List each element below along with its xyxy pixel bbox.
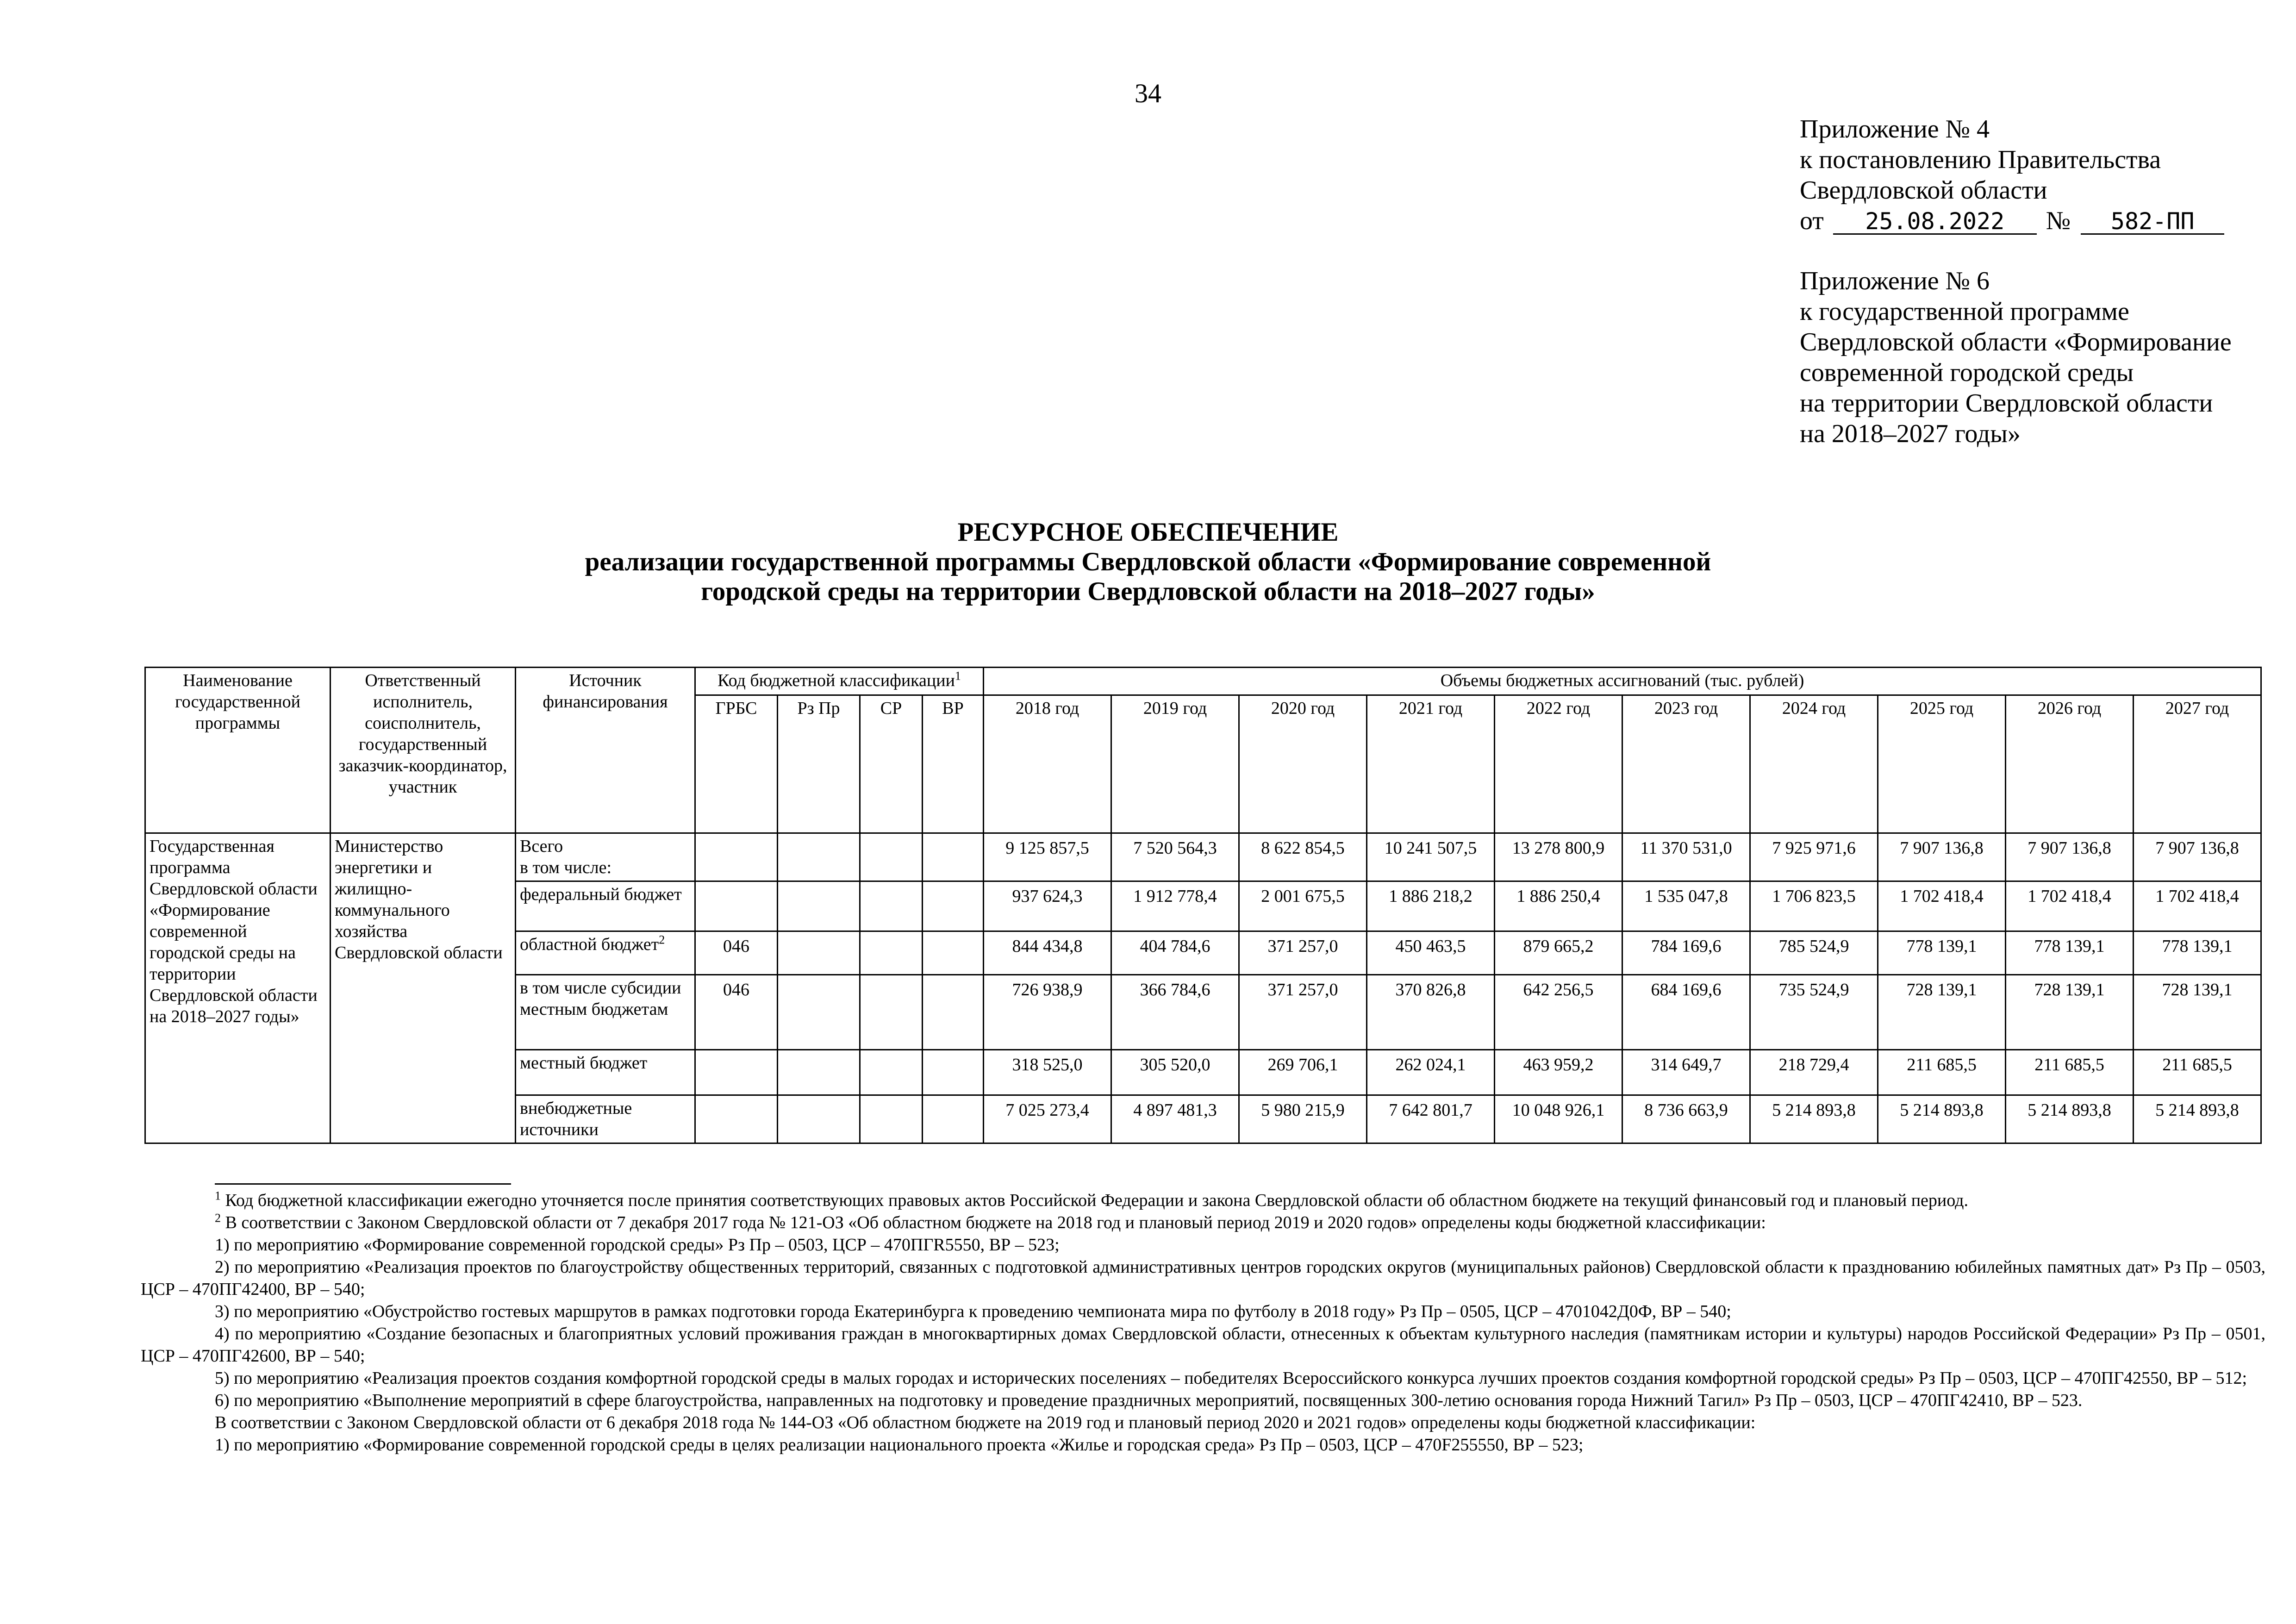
rzpr-cell (778, 931, 860, 975)
date-prefix: от (1800, 206, 1824, 235)
value-cell: 305 520,0 (1111, 1050, 1239, 1095)
value-cell: 370 826,8 (1367, 975, 1495, 1050)
value-cell: 211 685,5 (2006, 1050, 2134, 1095)
footnote (141, 1367, 2265, 1389)
grbs-cell: 046 (695, 931, 778, 975)
value-cell: 13 278 800,9 (1495, 833, 1622, 881)
document-title (0, 518, 2296, 606)
appendix-program (1800, 266, 2232, 449)
value-cell: 1 535 047,8 (1622, 881, 1750, 931)
executor-cell: Министерство энергетики и жилищно-коммунального хозяйства Свердловской области (331, 833, 516, 1143)
footnote (141, 1234, 2265, 1256)
header-sr: СР (860, 695, 923, 833)
footnote (141, 1434, 2265, 1456)
value-cell: 366 784,6 (1111, 975, 1239, 1050)
footnote (141, 1256, 2265, 1300)
value-cell: 7 642 801,7 (1367, 1095, 1495, 1143)
title-line: реализации государственной программы Свердловской области «Формирование современной (585, 547, 1711, 576)
source-cell (516, 833, 695, 881)
value-cell: 211 685,5 (2134, 1050, 2261, 1095)
header-year: 2022 год (1495, 695, 1622, 833)
header-source: Источник финансирования (516, 668, 695, 833)
footnote (141, 1389, 2265, 1412)
rzpr-cell (778, 833, 860, 881)
appendix-line: Приложение № 4 (1800, 115, 1990, 144)
source-cell (516, 975, 695, 1050)
sr-cell (860, 881, 923, 931)
sr-cell (860, 975, 923, 1050)
value-cell: 7 907 136,8 (2006, 833, 2134, 881)
sr-cell (860, 931, 923, 975)
footnote-text: 4) по мероприятию «Создание безопасных и благоприятных условий проживания граждан в многоквартирных домах Свердловской области, отнесенных к объектам культурного наследия (памятникам истории и культуры) народов Российской Федерации» Рз Пр – 0501, ЦСР – 470ПГ42600, ВР – 540; (141, 1324, 2265, 1366)
value-cell: 463 959,2 (1495, 1050, 1622, 1095)
vr-cell (923, 881, 984, 931)
appendix-resolution (1800, 114, 2224, 236)
value-cell: 1 702 418,4 (2134, 881, 2261, 931)
footnotes (141, 1183, 2265, 1456)
source-cell (516, 1050, 695, 1095)
footnote-marker: 1 (215, 1189, 221, 1203)
footnote-text: В соответствии с Законом Свердловской области от 7 декабря 2017 года № 121-ОЗ «Об областном бюджете на 2018 год и плановый период 2019 и 2020 годов» определены коды бюджетной классификации: (221, 1213, 1766, 1232)
header-year: 2027 год (2134, 695, 2261, 833)
value-cell: 728 139,1 (2134, 975, 2261, 1050)
footnote-text: 6) по мероприятию «Выполнение мероприятий в сфере благоустройства, направленных на подготовку и проведение праздничных мероприятий, посвященных 300-летию основания города Нижний Тагил» Рз Пр – 0503, ЦСР – 470ПГ42410, ВР – 523. (215, 1391, 2083, 1410)
source-label: Всего в том числе: (520, 837, 612, 877)
header-volumes: Объемы бюджетных ассигнований (тыс. рублей) (984, 668, 2261, 695)
appendix-line: на 2018–2027 годы» (1800, 419, 2021, 448)
sr-cell (860, 1050, 923, 1095)
value-cell: 314 649,7 (1622, 1050, 1750, 1095)
value-cell: 8 736 663,9 (1622, 1095, 1750, 1143)
appendix-line: на территории Свердловской области (1800, 389, 2213, 418)
value-cell: 2 001 675,5 (1239, 881, 1367, 931)
value-cell: 7 907 136,8 (2134, 833, 2261, 881)
value-cell: 728 139,1 (1878, 975, 2006, 1050)
value-cell: 5 214 893,8 (2134, 1095, 2261, 1143)
rzpr-cell (778, 881, 860, 931)
value-cell: 844 434,8 (984, 931, 1111, 975)
header-year: 2024 год (1750, 695, 1878, 833)
header-rzpr: Рз Пр (778, 695, 860, 833)
value-cell: 9 125 857,5 (984, 833, 1111, 881)
header-year: 2023 год (1622, 695, 1750, 833)
header-year: 2018 год (984, 695, 1111, 833)
value-cell: 371 257,0 (1239, 931, 1367, 975)
header-program-name: Наименование государственной программы (145, 668, 331, 833)
program-name-cell: Государственная программа Свердловской области «Формирование современной городской среды на территории Свердловской области на 2018–2027 годы» (145, 833, 331, 1143)
appendix-line: современной городской среды (1800, 358, 2134, 387)
value-cell: 784 169,6 (1622, 931, 1750, 975)
value-cell: 318 525,0 (984, 1050, 1111, 1095)
header-kbk (695, 668, 984, 695)
resolution-date: 25.08.2022 (1833, 209, 2037, 235)
vr-cell (923, 931, 984, 975)
footnote-text: 3) по мероприятию «Обустройство гостевых маршрутов в рамках подготовки города Екатеринбурга к проведению чемпионата мира по футболу в 2018 году» Рз Пр – 0505, ЦСР – 4701042Д0Ф, ВР – 540; (215, 1302, 1731, 1321)
value-cell: 1 912 778,4 (1111, 881, 1239, 931)
footnote-text: 1) по мероприятию «Формирование современной городской среды в целях реализации национального проекта «Жилье и городская среда» Рз Пр – 0503, ЦСР – 470F255550, ВР – 523; (215, 1435, 1584, 1455)
grbs-cell: 046 (695, 975, 778, 1050)
source-cell (516, 1095, 695, 1143)
footnote-text: 2) по мероприятию «Реализация проектов по благоустройству общественных территорий, связанных с подготовкой административных центров городских округов (муниципальных районов) Свердловской области к празднованию юбилейных памятных дат» Рз Пр – 0503, ЦСР – 470ПГ42400, ВР – 540; (141, 1257, 2265, 1299)
value-cell: 879 665,2 (1495, 931, 1622, 975)
value-cell: 218 729,4 (1750, 1050, 1878, 1095)
footnote-text: 5) по мероприятию «Реализация проектов создания комфортной городской среды в малых городах и исторических поселениях – победителях Всероссийского конкурса лучших проектов создания комфортной городской среды» Рз Пр – 0503, ЦСР – 470ПГ42550, ВР – 512; (215, 1368, 2247, 1388)
value-cell: 5 980 215,9 (1239, 1095, 1367, 1143)
rzpr-cell (778, 1050, 860, 1095)
sr-cell (860, 1095, 923, 1143)
footnote (141, 1212, 2265, 1234)
grbs-cell (695, 881, 778, 931)
source-cell (516, 931, 695, 975)
header-executor: Ответственный исполнитель, соисполнитель, государственный заказчик-координатор, участник (331, 668, 516, 833)
footnote-ref: 1 (955, 669, 961, 683)
value-cell: 735 524,9 (1750, 975, 1878, 1050)
header-year: 2026 год (2006, 695, 2134, 833)
footnote (141, 1323, 2265, 1367)
table-row (145, 833, 2261, 881)
value-cell: 7 025 273,4 (984, 1095, 1111, 1143)
value-cell: 371 257,0 (1239, 975, 1367, 1050)
vr-cell (923, 1050, 984, 1095)
value-cell: 937 624,3 (984, 881, 1111, 931)
value-cell: 211 685,5 (1878, 1050, 2006, 1095)
grbs-cell (695, 833, 778, 881)
appendix-line: Свердловской области «Формирование (1800, 328, 2232, 356)
header-kbk-label: Код бюджетной классификации (718, 671, 955, 690)
value-cell: 1 886 218,2 (1367, 881, 1495, 931)
title-line: РЕСУРСНОЕ ОБЕСПЕЧЕНИЕ (957, 518, 1339, 547)
footnote-text: Код бюджетной классификации ежегодно уточняется после принятия соответствующих правовых актов Российской Федерации и закона Свердловской области об областном бюджете на текущий финансовый год и плановый период. (221, 1191, 1968, 1210)
footnote-text: 1) по мероприятию «Формирование современной городской среды» Рз Пр – 0503, ЦСР – 470ПГR5550, ВР – 523; (215, 1235, 1060, 1255)
resource-table (144, 667, 2262, 1144)
value-cell: 11 370 531,0 (1622, 833, 1750, 881)
value-cell: 778 139,1 (2134, 931, 2261, 975)
footnote-ref: 2 (659, 933, 665, 947)
source-label: федеральный бюджет (520, 885, 682, 904)
value-cell: 1 706 823,5 (1750, 881, 1878, 931)
footnote (141, 1412, 2265, 1434)
vr-cell (923, 1095, 984, 1143)
value-cell: 726 938,9 (984, 975, 1111, 1050)
value-cell: 1 702 418,4 (1878, 881, 2006, 931)
source-label: внебюджетные источники (520, 1099, 632, 1139)
source-label: в том числе субсидии местным бюджетам (520, 978, 681, 1019)
value-cell: 4 897 481,3 (1111, 1095, 1239, 1143)
header-year: 2021 год (1367, 695, 1495, 833)
value-cell: 10 048 926,1 (1495, 1095, 1622, 1143)
value-cell: 8 622 854,5 (1239, 833, 1367, 881)
source-cell (516, 881, 695, 931)
value-cell: 7 520 564,3 (1111, 833, 1239, 881)
source-label: областной бюджет (520, 935, 659, 954)
title-line: городской среды на территории Свердловской области на 2018–2027 годы» (701, 577, 1595, 606)
value-cell: 5 214 893,8 (1878, 1095, 2006, 1143)
page-number: 34 (1135, 78, 1161, 108)
value-cell: 1 702 418,4 (2006, 881, 2134, 931)
grbs-cell (695, 1050, 778, 1095)
footnote-marker: 2 (215, 1211, 221, 1225)
header-year: 2019 год (1111, 695, 1239, 833)
header-year: 2020 год (1239, 695, 1367, 833)
vr-cell (923, 975, 984, 1050)
resolution-date-line (1800, 206, 2224, 236)
value-cell: 269 706,1 (1239, 1050, 1367, 1095)
value-cell: 778 139,1 (1878, 931, 2006, 975)
header-year: 2025 год (1878, 695, 2006, 833)
appendix-line: к государственной программе (1800, 297, 2129, 326)
value-cell: 5 214 893,8 (2006, 1095, 2134, 1143)
footnote (141, 1189, 2265, 1212)
footnote (141, 1300, 2265, 1323)
value-cell: 684 169,6 (1622, 975, 1750, 1050)
sr-cell (860, 833, 923, 881)
value-cell: 785 524,9 (1750, 931, 1878, 975)
value-cell: 728 139,1 (2006, 975, 2134, 1050)
vr-cell (923, 833, 984, 881)
header-grbs: ГРБС (695, 695, 778, 833)
rzpr-cell (778, 975, 860, 1050)
value-cell: 262 024,1 (1367, 1050, 1495, 1095)
value-cell: 450 463,5 (1367, 931, 1495, 975)
resolution-number: 582-ПП (2081, 209, 2224, 235)
value-cell: 7 925 971,6 (1750, 833, 1878, 881)
appendix-line: к постановлению Правительства (1800, 145, 2161, 174)
source-label: местный бюджет (520, 1053, 648, 1073)
number-prefix: № (2046, 206, 2071, 235)
value-cell: 10 241 507,5 (1367, 833, 1495, 881)
value-cell: 7 907 136,8 (1878, 833, 2006, 881)
rzpr-cell (778, 1095, 860, 1143)
value-cell: 1 886 250,4 (1495, 881, 1622, 931)
value-cell: 404 784,6 (1111, 931, 1239, 975)
footnote-text: В соответствии с Законом Свердловской области от 6 декабря 2018 года № 144-ОЗ «Об областном бюджете на 2019 год и плановый период 2020 и 2021 годов» определены коды бюджетной классификации: (215, 1413, 1756, 1432)
value-cell: 778 139,1 (2006, 931, 2134, 975)
grbs-cell (695, 1095, 778, 1143)
appendix-line: Приложение № 6 (1800, 267, 1990, 295)
appendix-line: Свердловской области (1800, 176, 2047, 205)
header-vr: ВР (923, 695, 984, 833)
value-cell: 642 256,5 (1495, 975, 1622, 1050)
value-cell: 5 214 893,8 (1750, 1095, 1878, 1143)
footnote-separator (215, 1183, 511, 1185)
